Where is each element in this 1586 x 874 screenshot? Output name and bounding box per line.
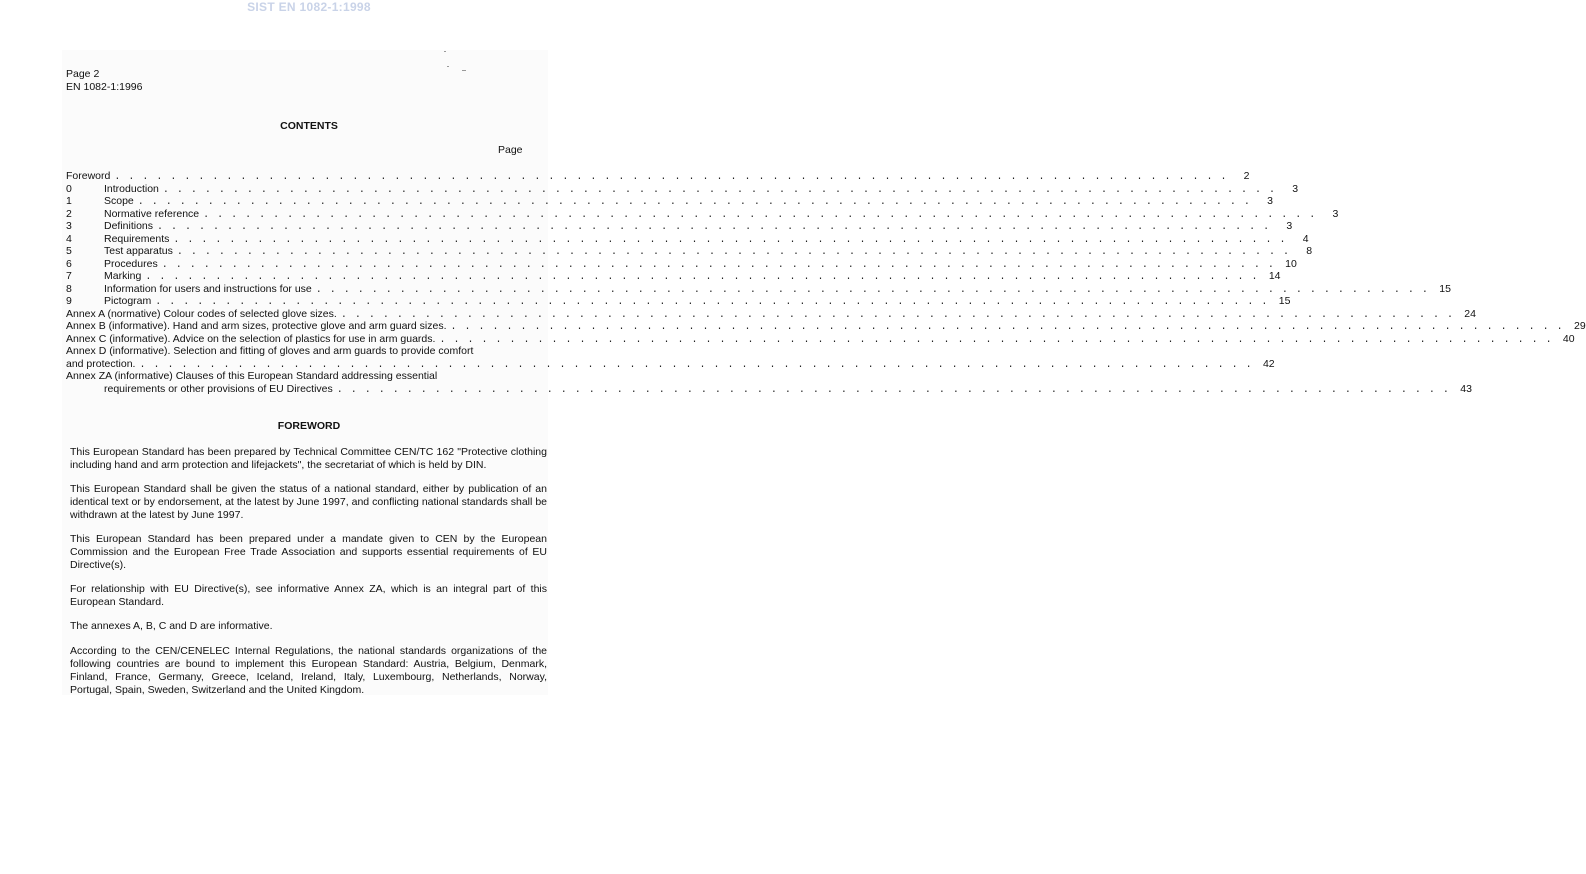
toc-leader-dots: . . . . . . . . . . . . . . . . . . . . . . . . . . . . . . . . . . . . . . . . . . . . . . . . . . . . . . . . . . . . . . . . . . . . . . . . . . . . . . . . [162, 184, 1277, 196]
watermark: SIST EN 1082-1:1998 [247, 0, 371, 14]
toc-entry-label: Definitions [104, 220, 154, 232]
table-of-contents [66, 170, 1586, 396]
toc-entry-page: 24 [1464, 307, 1476, 320]
toc-leader-dots: . . . . . . . . . . . . . . . . . . . . . . . . . . . . . . . . . . . . . . . . . . . . . . . . . . . . . . . . . . . . . . . . . . . . . . . . . . . . . . . . [145, 272, 1259, 283]
toc-leader-dots: . . . . . . . . . . . . . . . . . . . . . . . . . . . . . . . . . . . . . . . . . . . . . . . . . . . . . . . . . . . . . . . . . . . . . . . . . . . . . . . . [173, 234, 1287, 246]
toc-entry-page: 14 [1268, 270, 1281, 282]
toc-entry-label: Marking [104, 270, 142, 282]
toc-entry [66, 370, 530, 383]
toc-entry-label: requirements or other provisions of EU Directives [104, 382, 333, 395]
toc-entry [66, 257, 1297, 271]
scan-speck [447, 66, 449, 67]
toc-entry-label: Requirements [104, 232, 170, 245]
toc-entry-label: Normative reference [104, 207, 200, 220]
toc-entry-label: Annex C (informative). Advice on the selection of plastics for use in arm guards. [66, 332, 436, 345]
toc-entry [66, 382, 1472, 396]
toc-leader-dots: . . . . . . . . . . . . . . . . . . . . . . . . . . . . . . . . . . . . . . . . . . . . . . . . . . . . . . . . . . . . . . . . . . . . . . . . . . . . . . . . [203, 209, 1317, 221]
contents-title: CONTENTS [280, 120, 338, 132]
toc-entry [66, 245, 1313, 258]
toc-entry-page: 15 [1278, 295, 1291, 307]
toc-entry-page: 40 [1562, 332, 1575, 345]
toc-leader-dots: . . . . . . . . . . . . . . . . . . . . . . . . . . . . . . . . . . . . . . . . . . . . . . . . . . . . . . . . . . . . . . . . . . . . . . . . . . . . . . . . [315, 284, 1429, 296]
toc-entry-number: 0 [66, 182, 72, 195]
toc-entry-page: 2 [1243, 170, 1250, 182]
toc-entry [66, 282, 1451, 296]
foreword-paragraph: The annexes A, B, C and D are informative. [70, 620, 273, 632]
toc-entry-label: Scope [104, 195, 134, 207]
toc-leader-dots: . . . . . . . . . . . . . . . . . . . . . . . . . . . . . . . . . . . . . . . . . . . . . . . . . . . . . . . . . . . . . . . . . . . . . . . . . . . . . . . . [340, 309, 1454, 321]
foreword-paragraph: This European Standard has been prepared by Technical Committee CEN/TC 162 "Protective clothing including hand and arm protection and lifejackets", the secretariat of which is held by DIN. [70, 446, 547, 471]
foreword-title: FOREWORD [277, 420, 341, 432]
toc-entry-page: 10 [1285, 257, 1297, 270]
toc-entry-label: and protection. [66, 357, 136, 370]
toc-entry-page: 8 [1306, 245, 1313, 257]
toc-entry-label: Foreword [66, 170, 111, 182]
page-column-label: Page [498, 144, 523, 156]
toc-entry [66, 295, 1291, 308]
toc-entry-label: Information for users and instructions for use [104, 282, 312, 295]
toc-leader-dots: . . . . . . . . . . . . . . . . . . . . . . . . . . . . . . . . . . . . . . . . . . . . . . . . . . . . . . . . . . . . . . . . . . . . . . . . . . . . . . . . [439, 334, 1553, 346]
scan-speck [462, 70, 466, 71]
toc-entry-number: 5 [66, 245, 72, 257]
toc-entry-number: 1 [66, 195, 72, 207]
toc-entry-page: 42 [1262, 357, 1275, 370]
toc-leader-dots: . . . . . . . . . . . . . . . . . . . . . . . . . . . . . . . . . . . . . . . . . . . . . . . . . . . . . . . . . . . . . . . . . . . . . . . . . . . . . . . . [161, 259, 1275, 271]
toc-leader-dots: . . . . . . . . . . . . . . . . . . . . . . . . . . . . . . . . . . . . . . . . . . . . . . . . . . . . . . . . . . . . . . . . . . . . . . . . . . . . . . . . [155, 297, 1269, 308]
toc-entry-number: 9 [66, 295, 72, 307]
toc-entry-page: 15 [1439, 282, 1451, 295]
toc-leader-dots: . . . . . . . . . . . . . . . . . . . . . . . . . . . . . . . . . . . . . . . . . . . . . . . . . . . . . . . . . . . . . . . . . . . . . . . . . . . . . . . . [114, 172, 1228, 183]
toc-leader-dots: . . . . . . . . . . . . . . . . . . . . . . . . . . . . . . . . . . . . . . . . . . . . . . . . . . . . . . . . . . . . . . . . . . . . . . . . . . . . . . . . [139, 359, 1253, 371]
toc-entry [66, 345, 530, 358]
foreword-paragraph: This European Standard shall be given the status of a national standard, either by publication of an identical text or by endorsement, at the latest by June 1997, and conflicting national standards shall be withdrawn at the latest by June 1997. [70, 483, 547, 521]
toc-entry-page: 4 [1302, 232, 1309, 245]
toc-entry-label: Annex B (informative). Hand and arm sizes, protective glove and arm guard sizes. [66, 320, 447, 332]
foreword-paragraph: For relationship with EU Directive(s), see informative Annex ZA, which is an integral part of this European Standard. [70, 583, 547, 608]
page-header [66, 68, 142, 93]
toc-entry [66, 220, 1293, 233]
standard-number: EN 1082-1:1996 [66, 80, 143, 93]
toc-entry [66, 320, 1586, 333]
toc-leader-dots: . . . . . . . . . . . . . . . . . . . . . . . . . . . . . . . . . . . . . . . . . . . . . . . . . . . . . . . . . . . . . . . . . . . . . . . . . . . . . . . . [176, 247, 1291, 258]
toc-entry-page: 29 [1573, 320, 1586, 332]
toc-entry [66, 307, 1476, 321]
toc-entry [66, 195, 1273, 208]
toc-entry-label: Annex A (normative) Colour codes of selected glove sizes. [66, 307, 337, 320]
toc-leader-dots: . . . . . . . . . . . . . . . . . . . . . . . . . . . . . . . . . . . . . . . . . . . . . . . . . . . . . . . . . . . . . . . . . . . . . . . . . . . . . . . . [450, 322, 1564, 333]
toc-entry-number: 7 [66, 270, 72, 282]
toc-entry-label: Pictogram [104, 295, 152, 307]
toc-entry-number: 2 [66, 207, 72, 220]
toc-entry-label: Introduction [104, 182, 159, 195]
foreword-paragraph: This European Standard has been prepared under a mandate given to CEN by the European Commission and the European Free Trade Association and supports essential requirements of EU Directive(s). [70, 533, 547, 571]
toc-entry-label: Annex D (informative). Selection and fitting of gloves and arm guards to provide comfort [66, 345, 474, 357]
toc-entry [66, 232, 1309, 246]
toc-entry-label: Test apparatus [104, 245, 173, 257]
toc-entry [66, 170, 1250, 183]
toc-entry-page: 3 [1267, 195, 1273, 207]
foreword-paragraph: According to the CEN/CENELEC Internal Regulations, the national standards organizations of the following countries are bound to implement this European Standard: Austria, Belgium, Denmark, Finland, France, Germany, Greece, Iceland, Ireland, Italy, Luxembourg, Netherlands, Norway, Portugal, Spain, Sweden, Switzerland and the United Kingdom. [70, 645, 547, 696]
toc-entry [66, 357, 1275, 371]
scan-speck [444, 51, 446, 52]
toc-entry-label: Procedures [104, 257, 158, 270]
toc-entry [66, 182, 1299, 196]
page-number: Page 2 [66, 68, 100, 80]
toc-entry-number: 4 [66, 232, 72, 245]
toc-entry-label: Annex ZA (informative) Clauses of this European Standard addressing essential [66, 370, 438, 382]
toc-entry-page: 3 [1286, 220, 1293, 232]
toc-entry-number: 3 [66, 220, 72, 232]
toc-entry-number: 6 [66, 257, 72, 270]
toc-leader-dots: . . . . . . . . . . . . . . . . . . . . . . . . . . . . . . . . . . . . . . . . . . . . . . . . . . . . . . . . . . . . . . . . . . . . . . . . . . . . . . . . [137, 197, 1251, 208]
toc-entry [66, 207, 1339, 221]
toc-entry-page: 3 [1332, 207, 1339, 220]
toc-entry-page: 43 [1460, 382, 1472, 395]
toc-entry-number: 8 [66, 282, 72, 295]
toc-leader-dots: . . . . . . . . . . . . . . . . . . . . . . . . . . . . . . . . . . . . . . . . . . . . . . . . . . . . . . . . . . . . . . . . . . . . . . . . . . . . . . . . [336, 384, 1450, 396]
toc-leader-dots: . . . . . . . . . . . . . . . . . . . . . . . . . . . . . . . . . . . . . . . . . . . . . . . . . . . . . . . . . . . . . . . . . . . . . . . . . . . . . . . . [157, 222, 1271, 233]
toc-entry-page: 3 [1292, 182, 1299, 195]
toc-entry [66, 270, 1281, 283]
toc-entry [66, 332, 1575, 346]
